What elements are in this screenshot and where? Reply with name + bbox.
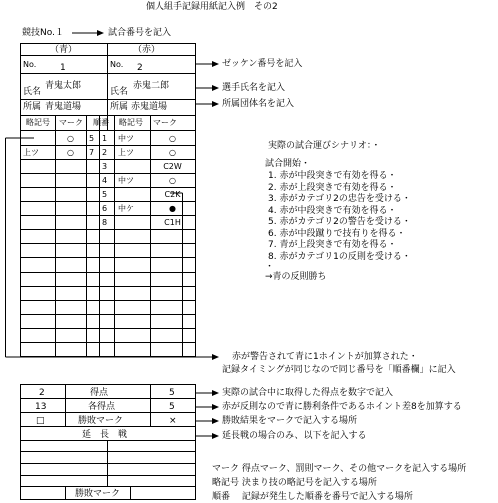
blue-order-cell: 7 xyxy=(89,147,95,157)
blue-mark-cell: ○ xyxy=(67,133,74,143)
red-name: 赤鬼二郎 xyxy=(133,81,170,91)
red-order-cell: 6 xyxy=(102,204,108,213)
red-no-label: No. xyxy=(110,60,124,69)
scenario-step: 7. 青が上段突きで有効を得る・ xyxy=(268,240,397,250)
red-order-cell: 1 xyxy=(102,133,108,143)
red-abbr-cell: 上ツ xyxy=(118,147,134,157)
blue-order-cell: 5 xyxy=(89,133,95,143)
red-order-cell: 5 xyxy=(102,189,108,199)
red-abbr-cell: 中ケ xyxy=(118,204,134,213)
blue-col-order: 順番 xyxy=(93,118,109,127)
blue-final-score: 13 xyxy=(35,402,47,412)
scenario-start: 試合開始・ xyxy=(265,159,311,169)
annotation-penalty-1: 赤が警告されて青に1ホイントが加算された・ xyxy=(232,352,418,362)
red-order-cell: 2 xyxy=(102,147,108,157)
red-col-mark: マーク xyxy=(153,118,177,127)
legend-mark: マーク 得点マーク、罰則マーク、その他マークを記入する場所 xyxy=(212,464,467,474)
red-mark-cell: ● xyxy=(169,204,176,213)
red-header: （赤） xyxy=(133,45,161,55)
blue-col-abbr: 略記号 xyxy=(26,118,50,127)
overtime-label: 延 長 戦 xyxy=(82,430,128,440)
blue-score: 2 xyxy=(39,388,45,398)
annotation-victory: 勝敗結果をマークで記入する場所 xyxy=(222,416,358,426)
red-abbr-cell: 中ツ xyxy=(118,133,134,143)
blue-no-label: No. xyxy=(23,60,37,69)
legend-order: 順番 記録が発生した順番を番号で記入する場所 xyxy=(212,492,413,502)
scenario-step: 4. 赤が中段突きで有効を得る・ xyxy=(268,205,397,216)
red-col-abbr: 略記号 xyxy=(119,118,143,127)
scenario-step: 3. 赤がカテゴリ2の忠告を受ける・ xyxy=(268,194,411,204)
legend-abbr: 略記号 決まり技の略記号を記入する場所 xyxy=(212,478,377,488)
blue-victory-mark: □ xyxy=(36,416,45,426)
annotation-penalty-2: 記録タイミングが同じなので同じ番号を「順番欄」に記入 xyxy=(222,365,456,375)
final-score-label: 各得点 xyxy=(88,402,116,412)
annotation-overtime: 延長戦の場合のみ、以下を記入する xyxy=(222,431,367,441)
red-dojo: 赤鬼道場 xyxy=(131,102,168,112)
blue-dojo-label: 所属 xyxy=(23,102,42,112)
red-name-label: 氏名 xyxy=(110,87,129,97)
scenario-step: 6. 赤が中段蹴りで技有りを得る・ xyxy=(268,228,406,239)
bottom-victory-label: 勝敗マーク xyxy=(75,489,121,499)
red-mark-cell: ○ xyxy=(169,133,176,143)
annotation-name: 選手氏名を記入 xyxy=(222,83,286,93)
red-mark-cell: ○ xyxy=(169,175,176,185)
match-number-label: 競技No.１ xyxy=(22,28,64,38)
red-mark-cell: C2W xyxy=(163,161,182,171)
red-number: 2 xyxy=(137,63,143,73)
red-abbr-cell: 中ツ xyxy=(118,175,134,185)
blue-header: （青） xyxy=(50,45,78,55)
blue-col-mark: マーク xyxy=(59,118,83,127)
red-dojo-label: 所属 xyxy=(110,102,129,112)
blue-mark-cell: ○ xyxy=(67,147,74,157)
red-victory-mark: × xyxy=(169,416,177,426)
red-mark-cell: ○ xyxy=(169,147,176,157)
annotation-match-number: 試合番号を記入 xyxy=(108,28,172,38)
scenario-step: 1. 赤が中段突きで有効を得る・ xyxy=(268,171,397,181)
annotation-score-total: 実際の試合中に取得した得点を数字で記入 xyxy=(222,388,394,398)
red-order-cell: 8 xyxy=(102,218,108,228)
scenario-result: →青の反則勝ち xyxy=(265,272,327,282)
blue-name-label: 氏名 xyxy=(23,87,42,97)
blue-abbr-cell: 上ツ xyxy=(23,147,39,157)
blue-name: 青鬼太郎 xyxy=(45,81,82,91)
scenario-step: 8. 赤がカテゴリ1の反則を受ける・ xyxy=(268,251,411,262)
red-final-score: 5 xyxy=(169,402,175,412)
scenario-step: 2. 赤が上段突きで有効を得る・ xyxy=(268,182,397,193)
red-order-cell: 4 xyxy=(102,175,108,185)
red-mark-cell: C2K xyxy=(164,189,181,199)
page-title: 個人組手記録用紙記入例 その2 xyxy=(146,2,278,12)
red-mark-cell: C1H xyxy=(164,218,181,228)
scenario-step: 5. 赤がカテゴリ2の警告を受ける・ xyxy=(268,217,411,227)
annotation-final-score: 赤が反則なので青に勝利条件であるホイント差8を加算する xyxy=(222,402,462,412)
red-score: 5 xyxy=(169,388,175,398)
score-label: 得点 xyxy=(90,388,109,398)
blue-dojo: 青鬼道場 xyxy=(45,102,82,112)
blue-number: 1 xyxy=(60,63,66,73)
red-order-cell: 3 xyxy=(102,161,108,171)
annotation-zekken: ゼッケン番号を記入 xyxy=(222,59,303,69)
victory-label: 勝敗マーク xyxy=(78,416,124,426)
scenario-title: 実際の試合運びシナリオ：・ xyxy=(268,141,381,151)
annotation-dojo: 所属団体名を記入 xyxy=(222,99,295,109)
scenario-dot: ・ xyxy=(265,262,275,272)
